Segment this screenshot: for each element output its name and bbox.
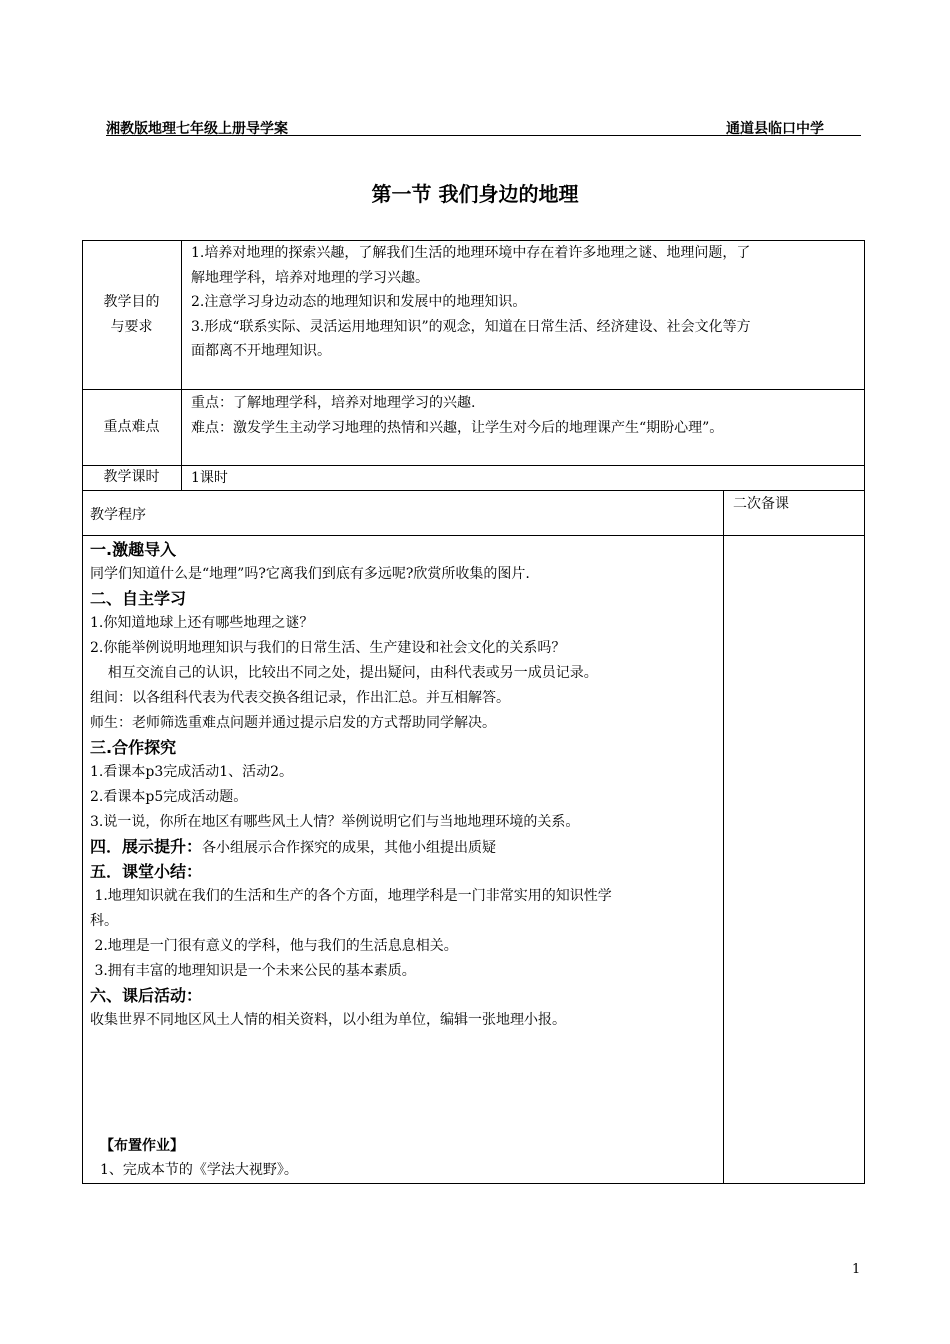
page-number: 1 (852, 1262, 861, 1277)
section-title: 四．展示提升： (90, 837, 203, 856)
key-points-label: 重点难点 (103, 419, 160, 435)
body-line: 收集世界不同地区风土人情的相关资料，以小组为单位，编辑一张地理小报。 (90, 1012, 566, 1028)
section-title: 一.激趣导入 (90, 540, 177, 559)
column-divider (723, 490, 724, 1184)
goals-line: 面都离不开地理知识。 (191, 343, 331, 359)
body-line: 各小组展示合作探究的成果，其他小组提出质疑 (202, 840, 497, 856)
body-line: 1.地理知识就在我们的生活和生产的各个方面，地理学科是一门非常实用的知识性学 (90, 888, 612, 904)
body-line: 同学们知道什么是“地理”吗?它离我们到底有多远呢?欣赏所收集的图片. (90, 566, 530, 582)
goals-line: 解地理学科，培养对地理的学习兴趣。 (191, 269, 429, 286)
body-line: 组间：以各组科代表为代表交换各组记录，作出汇总。并互相解答。 (90, 690, 510, 706)
homework-line: 1、完成本节的《学法大视野》。 (100, 1162, 298, 1178)
goals-line: 1.培养对地理的探索兴趣，了解我们生活的地理环境中存在着许多地理之谜、地理问题，了 (191, 245, 751, 261)
second-prep-label: 二次备课 (733, 496, 789, 512)
key-points-content (191, 391, 863, 440)
section-title: 五．课堂小结： (90, 862, 203, 881)
page-title: 第一节 我们身边的地理 (371, 182, 579, 206)
goals-content (191, 241, 863, 364)
body-line: 师生：老师筛选重难点问题并通过提示启发的方式帮助同学解决。 (90, 715, 496, 731)
homework-title: 【布置作业】 (100, 1138, 184, 1154)
goals-line: 2.注意学习身边动态的地理知识和发展中的地理知识。 (191, 294, 527, 310)
procedure-body (90, 538, 720, 1033)
body-line: 2.你能举例说明地理知识与我们的日常生活、生产建设和社会文化的关系吗？ (90, 640, 566, 656)
hours-value: 1课时 (191, 470, 228, 486)
row-divider (82, 389, 865, 390)
goals-label (82, 290, 181, 340)
key-point-line: 重点：了解地理学科，培养对地理学习的兴趣. (191, 395, 476, 411)
section-title: 二、自主学习 (90, 589, 187, 608)
header-rule (106, 135, 861, 136)
key-point-line: 难点：激发学生主动学习地理的热情和兴趣，让学生对今后的地理课产生“期盼心理”。 (191, 419, 724, 436)
row-divider (82, 535, 865, 536)
body-line: 2.地理是一门很有意义的学科，他与我们的生活息息相关。 (90, 938, 458, 954)
body-line: 3.拥有丰富的地理知识是一个未来公民的基本素质。 (90, 963, 416, 979)
procedure-label: 教学程序 (90, 507, 146, 523)
section-4 (90, 835, 720, 860)
goals-label-line: 与要求 (110, 319, 153, 335)
hours-label: 教学课时 (103, 469, 160, 485)
body-line: 相互交流自己的认识，比较出不同之处，提出疑问，由科代表或另一成员记录。 (90, 665, 598, 681)
body-line: 3.说一说，你所在地区有哪些风土人情？举例说明它们与当地地理环境的关系。 (90, 814, 580, 830)
body-line: 1.看课本p3完成活动1、活动2。 (90, 764, 294, 780)
body-line: 科。 (90, 913, 118, 929)
doc-header-right: 通道县临口中学 (726, 121, 824, 137)
goals-label-line: 教学目的 (103, 294, 160, 310)
homework-block (100, 1134, 720, 1183)
doc-header-left: 湘教版地理七年级上册导学案 (106, 121, 288, 137)
goals-line: 3.形成“联系实际、灵活运用地理知识”的观念，知道在日常生活、经济建设、社会文化等方 (191, 318, 751, 335)
body-line: 1.你知道地球上还有哪些地理之谜？ (90, 615, 314, 631)
section-title: 三.合作探究 (90, 738, 177, 757)
column-divider (181, 240, 182, 490)
body-line: 2.看课本p5完成活动题。 (90, 789, 248, 805)
section-title: 六、课后活动： (90, 986, 203, 1005)
